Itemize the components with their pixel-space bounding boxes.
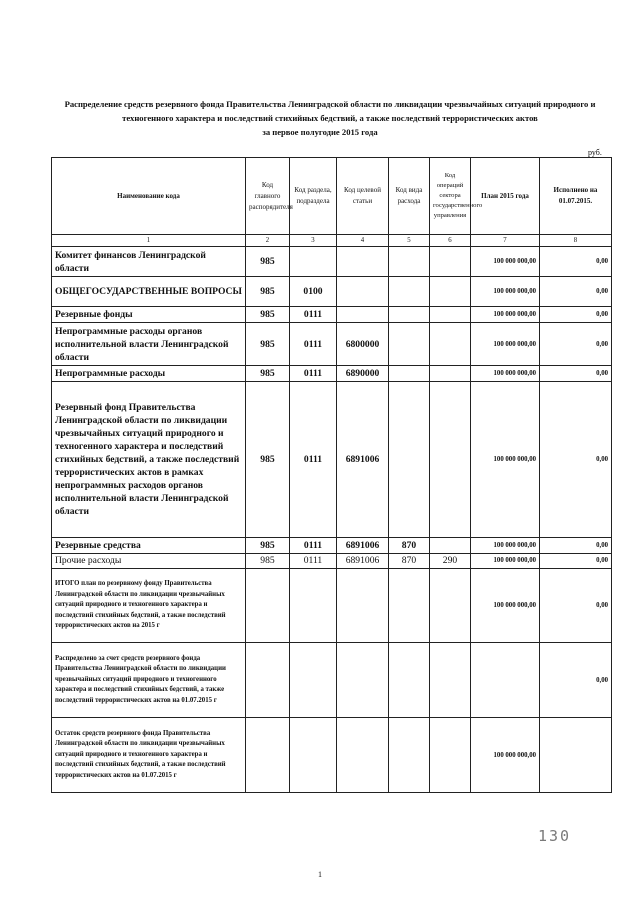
row-executed: 0,00 xyxy=(540,247,612,277)
row-op-code xyxy=(430,538,471,554)
row-exptype-code xyxy=(389,307,430,323)
table-row xyxy=(52,277,612,307)
summary-name: Распределено за счет средств резервного фонда Правительства Ленинградской области по ликвидации чрезвычайных ситуаций природного и техногенного характера и последствий стихийных бедствий, а также последствий террористических актов на 01.07.2015 г xyxy=(52,643,246,718)
col-number: 1 xyxy=(52,235,246,247)
header-exec: Исполнено на 01.07.2015. xyxy=(540,158,612,235)
summary-plan xyxy=(471,643,540,718)
summary-executed: 0,00 xyxy=(540,569,612,643)
row-name: Резервный фонд Правительства Ленинградской области по ликвидации чрезвычайных ситуаций природного и техногенного характера и последствий стихийных бедствий, а также последствий террористических актов в рамках непрограммных расходов органов исполнительной власти Ленинградской области xyxy=(52,382,246,538)
row-target-code xyxy=(337,277,389,307)
handwritten-page-stamp: 130 xyxy=(538,827,572,845)
row-section-code: 0111 xyxy=(290,538,337,554)
row-name: Резервные средства xyxy=(52,538,246,554)
row-plan: 100 000 000,00 xyxy=(471,247,540,277)
summary-row xyxy=(52,718,612,793)
row-admin-code: 985 xyxy=(246,382,290,538)
row-exptype-code xyxy=(389,247,430,277)
row-section-code xyxy=(290,247,337,277)
row-op-code xyxy=(430,277,471,307)
row-admin-code: 985 xyxy=(246,538,290,554)
row-target-code: 6890000 xyxy=(337,366,389,382)
col-number: 2 xyxy=(246,235,290,247)
row-executed: 0,00 xyxy=(540,307,612,323)
row-executed: 0,00 xyxy=(540,554,612,569)
row-admin-code: 985 xyxy=(246,277,290,307)
table-row xyxy=(52,247,612,277)
table-row xyxy=(52,323,612,366)
table-row xyxy=(52,307,612,323)
table-row xyxy=(52,538,612,554)
row-plan: 100 000 000,00 xyxy=(471,538,540,554)
row-admin-code: 985 xyxy=(246,323,290,366)
row-plan: 100 000 000,00 xyxy=(471,366,540,382)
row-plan: 100 000 000,00 xyxy=(471,277,540,307)
budget-table xyxy=(51,157,612,793)
row-target-code: 6891006 xyxy=(337,554,389,569)
summary-row xyxy=(52,569,612,643)
summary-plan: 100 000 000,00 xyxy=(471,718,540,793)
table-row xyxy=(52,382,612,538)
row-target-code: 6800000 xyxy=(337,323,389,366)
row-op-code xyxy=(430,247,471,277)
header-row xyxy=(52,158,612,235)
header-op: Код операций сектора государственного управления xyxy=(430,158,471,235)
row-exptype-code xyxy=(389,382,430,538)
row-name: Непрограммные расходы xyxy=(52,366,246,382)
row-name: Прочие расходы xyxy=(52,554,246,569)
table-row xyxy=(52,554,612,569)
currency-unit: руб. xyxy=(588,148,602,157)
row-section-code: 0111 xyxy=(290,382,337,538)
row-exptype-code xyxy=(389,277,430,307)
row-op-code xyxy=(430,382,471,538)
row-section-code: 0111 xyxy=(290,366,337,382)
summary-name: ИТОГО план по резервному фонду Правительства Ленинградской области по ликвидации чрезвычайных ситуаций природного и техногенного характера и последствий стихийных бедствий, а также последствий террористических актов на 2015 г xyxy=(52,569,246,643)
row-plan: 100 000 000,00 xyxy=(471,307,540,323)
row-admin-code: 985 xyxy=(246,366,290,382)
row-name: Резервные фонды xyxy=(52,307,246,323)
col-number: 3 xyxy=(290,235,337,247)
row-section-code: 0111 xyxy=(290,554,337,569)
row-admin-code: 985 xyxy=(246,247,290,277)
column-numbers-row xyxy=(52,235,612,247)
table-row xyxy=(52,366,612,382)
row-executed: 0,00 xyxy=(540,382,612,538)
row-admin-code: 985 xyxy=(246,554,290,569)
header-section: Код раздела, подраздела xyxy=(290,158,337,235)
row-executed: 0,00 xyxy=(540,323,612,366)
row-executed: 0,00 xyxy=(540,277,612,307)
col-number: 5 xyxy=(389,235,430,247)
page-number: 1 xyxy=(318,870,322,879)
col-number: 4 xyxy=(337,235,389,247)
summary-executed: 0,00 xyxy=(540,643,612,718)
row-executed: 0,00 xyxy=(540,366,612,382)
row-exptype-code xyxy=(389,323,430,366)
row-target-code: 6891006 xyxy=(337,382,389,538)
row-target-code: 6891006 xyxy=(337,538,389,554)
row-name: ОБЩЕГОСУДАРСТВЕННЫЕ ВОПРОСЫ xyxy=(52,277,246,307)
row-op-code xyxy=(430,307,471,323)
row-executed: 0,00 xyxy=(540,538,612,554)
col-number: 7 xyxy=(471,235,540,247)
summary-row xyxy=(52,643,612,718)
row-op-code xyxy=(430,366,471,382)
row-section-code: 0100 xyxy=(290,277,337,307)
header-target: Код целевой статьи xyxy=(337,158,389,235)
row-name: Комитет финансов Ленинградской области xyxy=(52,247,246,277)
row-section-code: 0111 xyxy=(290,323,337,366)
row-admin-code: 985 xyxy=(246,307,290,323)
header-admin: Код главного распорядителя xyxy=(246,158,290,235)
summary-plan: 100 000 000,00 xyxy=(471,569,540,643)
summary-name: Остаток средств резервного фонда Правительства Ленинградской области по ликвидации чрезвычайных ситуаций природного и техногенного характера и последствий стихийных бедствий, а также последствий террористических актов на 01.07.2015 г xyxy=(52,718,246,793)
row-plan: 100 000 000,00 xyxy=(471,382,540,538)
header-name: Наименование кода xyxy=(52,158,246,235)
row-exptype-code: 870 xyxy=(389,554,430,569)
report-period: за первое полугодие 2015 года xyxy=(262,127,378,137)
header-exptype: Код вида расхода xyxy=(389,158,430,235)
row-exptype-code: 870 xyxy=(389,538,430,554)
row-op-code xyxy=(430,323,471,366)
row-section-code: 0111 xyxy=(290,307,337,323)
header-plan: План 2015 года xyxy=(471,158,540,235)
row-op-code: 290 xyxy=(430,554,471,569)
col-number: 8 xyxy=(540,235,612,247)
row-target-code xyxy=(337,307,389,323)
row-name: Непрограммные расходы органов исполнительной власти Ленинградской области xyxy=(52,323,246,366)
col-number: 6 xyxy=(430,235,471,247)
document-title: Распределение средств резервного фонда Правительства Ленинградской области по ликвидации чрезвычайных ситуаций природного и техногенного характера и последствий стихийных бедствий, а также последствий террористических актов xyxy=(64,99,596,123)
row-plan: 100 000 000,00 xyxy=(471,554,540,569)
row-exptype-code xyxy=(389,366,430,382)
row-plan: 100 000 000,00 xyxy=(471,323,540,366)
row-target-code xyxy=(337,247,389,277)
summary-executed xyxy=(540,718,612,793)
